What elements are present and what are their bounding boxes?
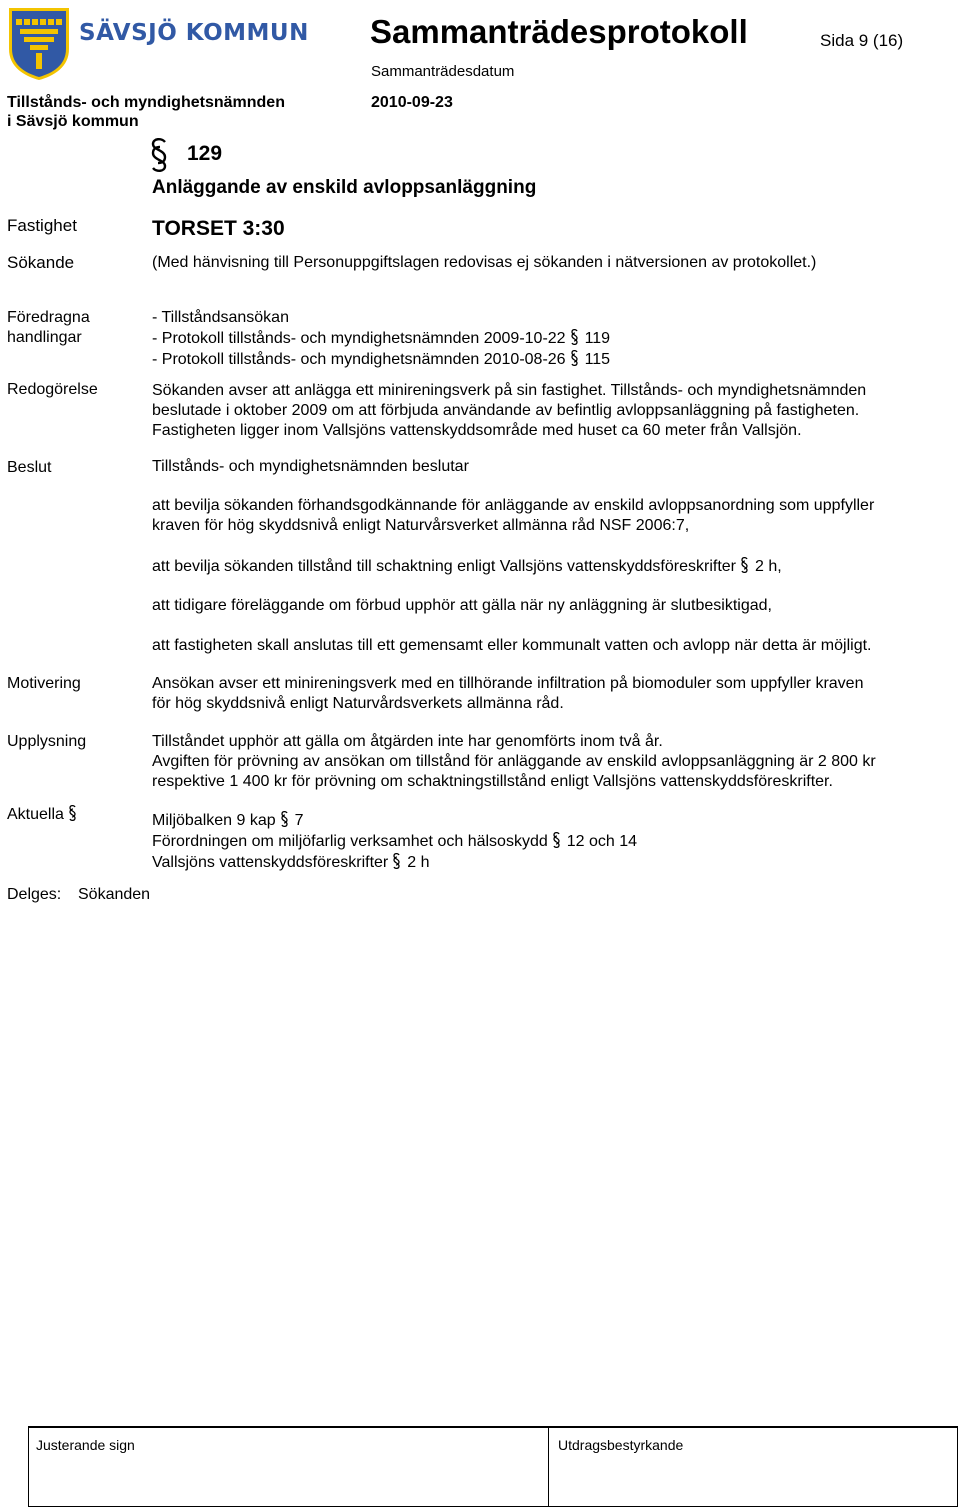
applicant-label: Sökande [7, 253, 75, 272]
property-label: Fastighet [7, 216, 77, 235]
information-line: respektive 1 400 kr för prövning om schaktningstillstånd enligt Vallsjöns vattenskyddsföreskrifter. [152, 773, 833, 790]
logo-wordmark: SÄVSJÖ KOMMUN [79, 20, 309, 46]
footer-border [548, 1427, 549, 1507]
applicant-note: (Med hänvisning till Personuppgiftslagen redovisas ej sökanden i nätversionen av protokollet.) [152, 254, 817, 271]
information-line: Tillståndet upphör att gälla om åtgärden inte har genomförts inom två år. [152, 733, 663, 750]
decision-line: kraven för hög skyddsnivå enligt Naturvårsverket allmänna råd NSF 2006:7, [152, 517, 690, 534]
reference-text: Förordningen om miljöfarlig verksamhet och hälsoskydd [152, 833, 548, 850]
signature-field-label: Justerande sign [36, 1437, 135, 1453]
decision-paragraph: att fastigheten skall anslutas till ett gemensamt eller kommunalt vatten och avlopp när detta är möjligt. [152, 637, 872, 654]
section-sign-icon [392, 852, 401, 870]
section-sign-icon [552, 831, 561, 849]
document-item-text: - Protokoll tillstånds- och myndighetsnämnden 2009-10-22 [152, 330, 566, 347]
list-item [152, 831, 637, 852]
report-line: Sökanden avser att anlägga ett minireningsverk på sin fastighet. Tillstånds- och myndighetsnämnden [152, 382, 867, 399]
reference-ref: 12 och 14 [566, 833, 638, 850]
motivation-line: Ansökan avser ett minireningsverk med en tillhörande infiltration på biomoduler som uppfyller kraven [152, 675, 864, 692]
reference-ref: 7 [294, 812, 304, 829]
meeting-date: 2010-09-23 [371, 94, 453, 111]
decision-line: att bevilja sökanden tillstånd till schaktning enligt Vallsjöns vattenskyddsföreskrifter [152, 558, 736, 575]
report-label: Redogörelse [7, 381, 98, 398]
list-item [152, 349, 610, 370]
decision-paragraph: att tidigare föreläggande om förbud upphör att gälla när ny anläggning är slutbesiktigad, [152, 597, 772, 614]
property-designation: TORSET 3:30 [152, 217, 285, 240]
meeting-date-label: Sammanträdesdatum [371, 63, 515, 80]
section-sign-icon [570, 349, 579, 367]
distribution-value: Sökanden [78, 886, 151, 903]
municipality-name: i Sävsjö kommun [7, 113, 139, 130]
report-line: Fastigheten ligger inom Vallsjöns vattenskyddsområde med huset ca 60 meter från Vallsjön. [152, 422, 802, 439]
section-sign-icon [280, 810, 289, 828]
section-sign-icon [740, 556, 749, 574]
decision-intro: Tillstånds- och myndighetsnämnden beslutar [152, 458, 469, 475]
section-sign-icon [570, 328, 579, 346]
decision-line-ref: 2 h, [755, 558, 782, 575]
motivation-label: Motivering [7, 675, 81, 692]
section-sign-icon [68, 804, 77, 822]
footer-divider [28, 1426, 958, 1428]
reference-text: Vallsjöns vattenskyddsföreskrifter [152, 854, 389, 871]
decision-label: Beslut [7, 459, 52, 476]
information-line: Avgiften för prövning av ansökan om tillstånd för anläggande av enskild avloppsanläggning är 2 800 kr [152, 753, 876, 770]
list-item [152, 810, 637, 831]
documents-label-line-2: handlingar [7, 329, 82, 346]
footer-border [28, 1506, 958, 1507]
references-list [152, 810, 637, 873]
footer-border [28, 1427, 29, 1507]
documents-list [152, 308, 610, 370]
list-item [152, 852, 637, 873]
certification-field-label: Utdragsbestyrkande [558, 1437, 684, 1453]
reference-text: Miljöbalken 9 kap [152, 812, 276, 829]
document-item-ref: 115 [584, 351, 611, 368]
reference-ref: 2 h [407, 854, 430, 871]
savsjo-coat-of-arms-icon [6, 5, 72, 81]
footer-border [957, 1427, 958, 1507]
section-sign-icon [148, 137, 170, 173]
decision-paragraph [152, 496, 874, 536]
motivation-text [152, 674, 863, 714]
page-number: Sida 9 (16) [820, 31, 904, 50]
distribution-label: Delges: [7, 886, 62, 903]
section-number: 129 [187, 142, 223, 165]
information-text [152, 732, 876, 792]
motivation-line: för hög skyddsnivå enligt Naturvårdsverkets allmänna råd. [152, 695, 564, 712]
board-name: Tillstånds- och myndighetsnämnden [7, 94, 285, 111]
list-item [152, 308, 610, 328]
document-title: Sammanträdesprotokoll [370, 13, 748, 50]
report-text [152, 381, 866, 441]
document-item-text: - Tillståndsansökan [152, 309, 289, 326]
information-label: Upplysning [7, 733, 87, 750]
case-title: Anläggande av enskild avloppsanläggning [152, 177, 537, 198]
document-item-text: - Protokoll tillstånds- och myndighetsnämnden 2010-08-26 [152, 351, 566, 368]
document-item-ref: 119 [584, 330, 611, 347]
report-line: beslutade i oktober 2009 om att förbjuda användande av befintlig avloppsanläggning på fastigheten. [152, 402, 860, 419]
references-label-text: Aktuella [7, 806, 64, 823]
decision-paragraph [152, 556, 782, 577]
list-item [152, 328, 610, 349]
references-label [7, 804, 83, 825]
decision-line: att bevilja sökanden förhandsgodkännande för anläggande av enskild avloppsanordning som uppfyller [152, 497, 875, 514]
documents-label-line-1: Föredragna [7, 309, 90, 326]
